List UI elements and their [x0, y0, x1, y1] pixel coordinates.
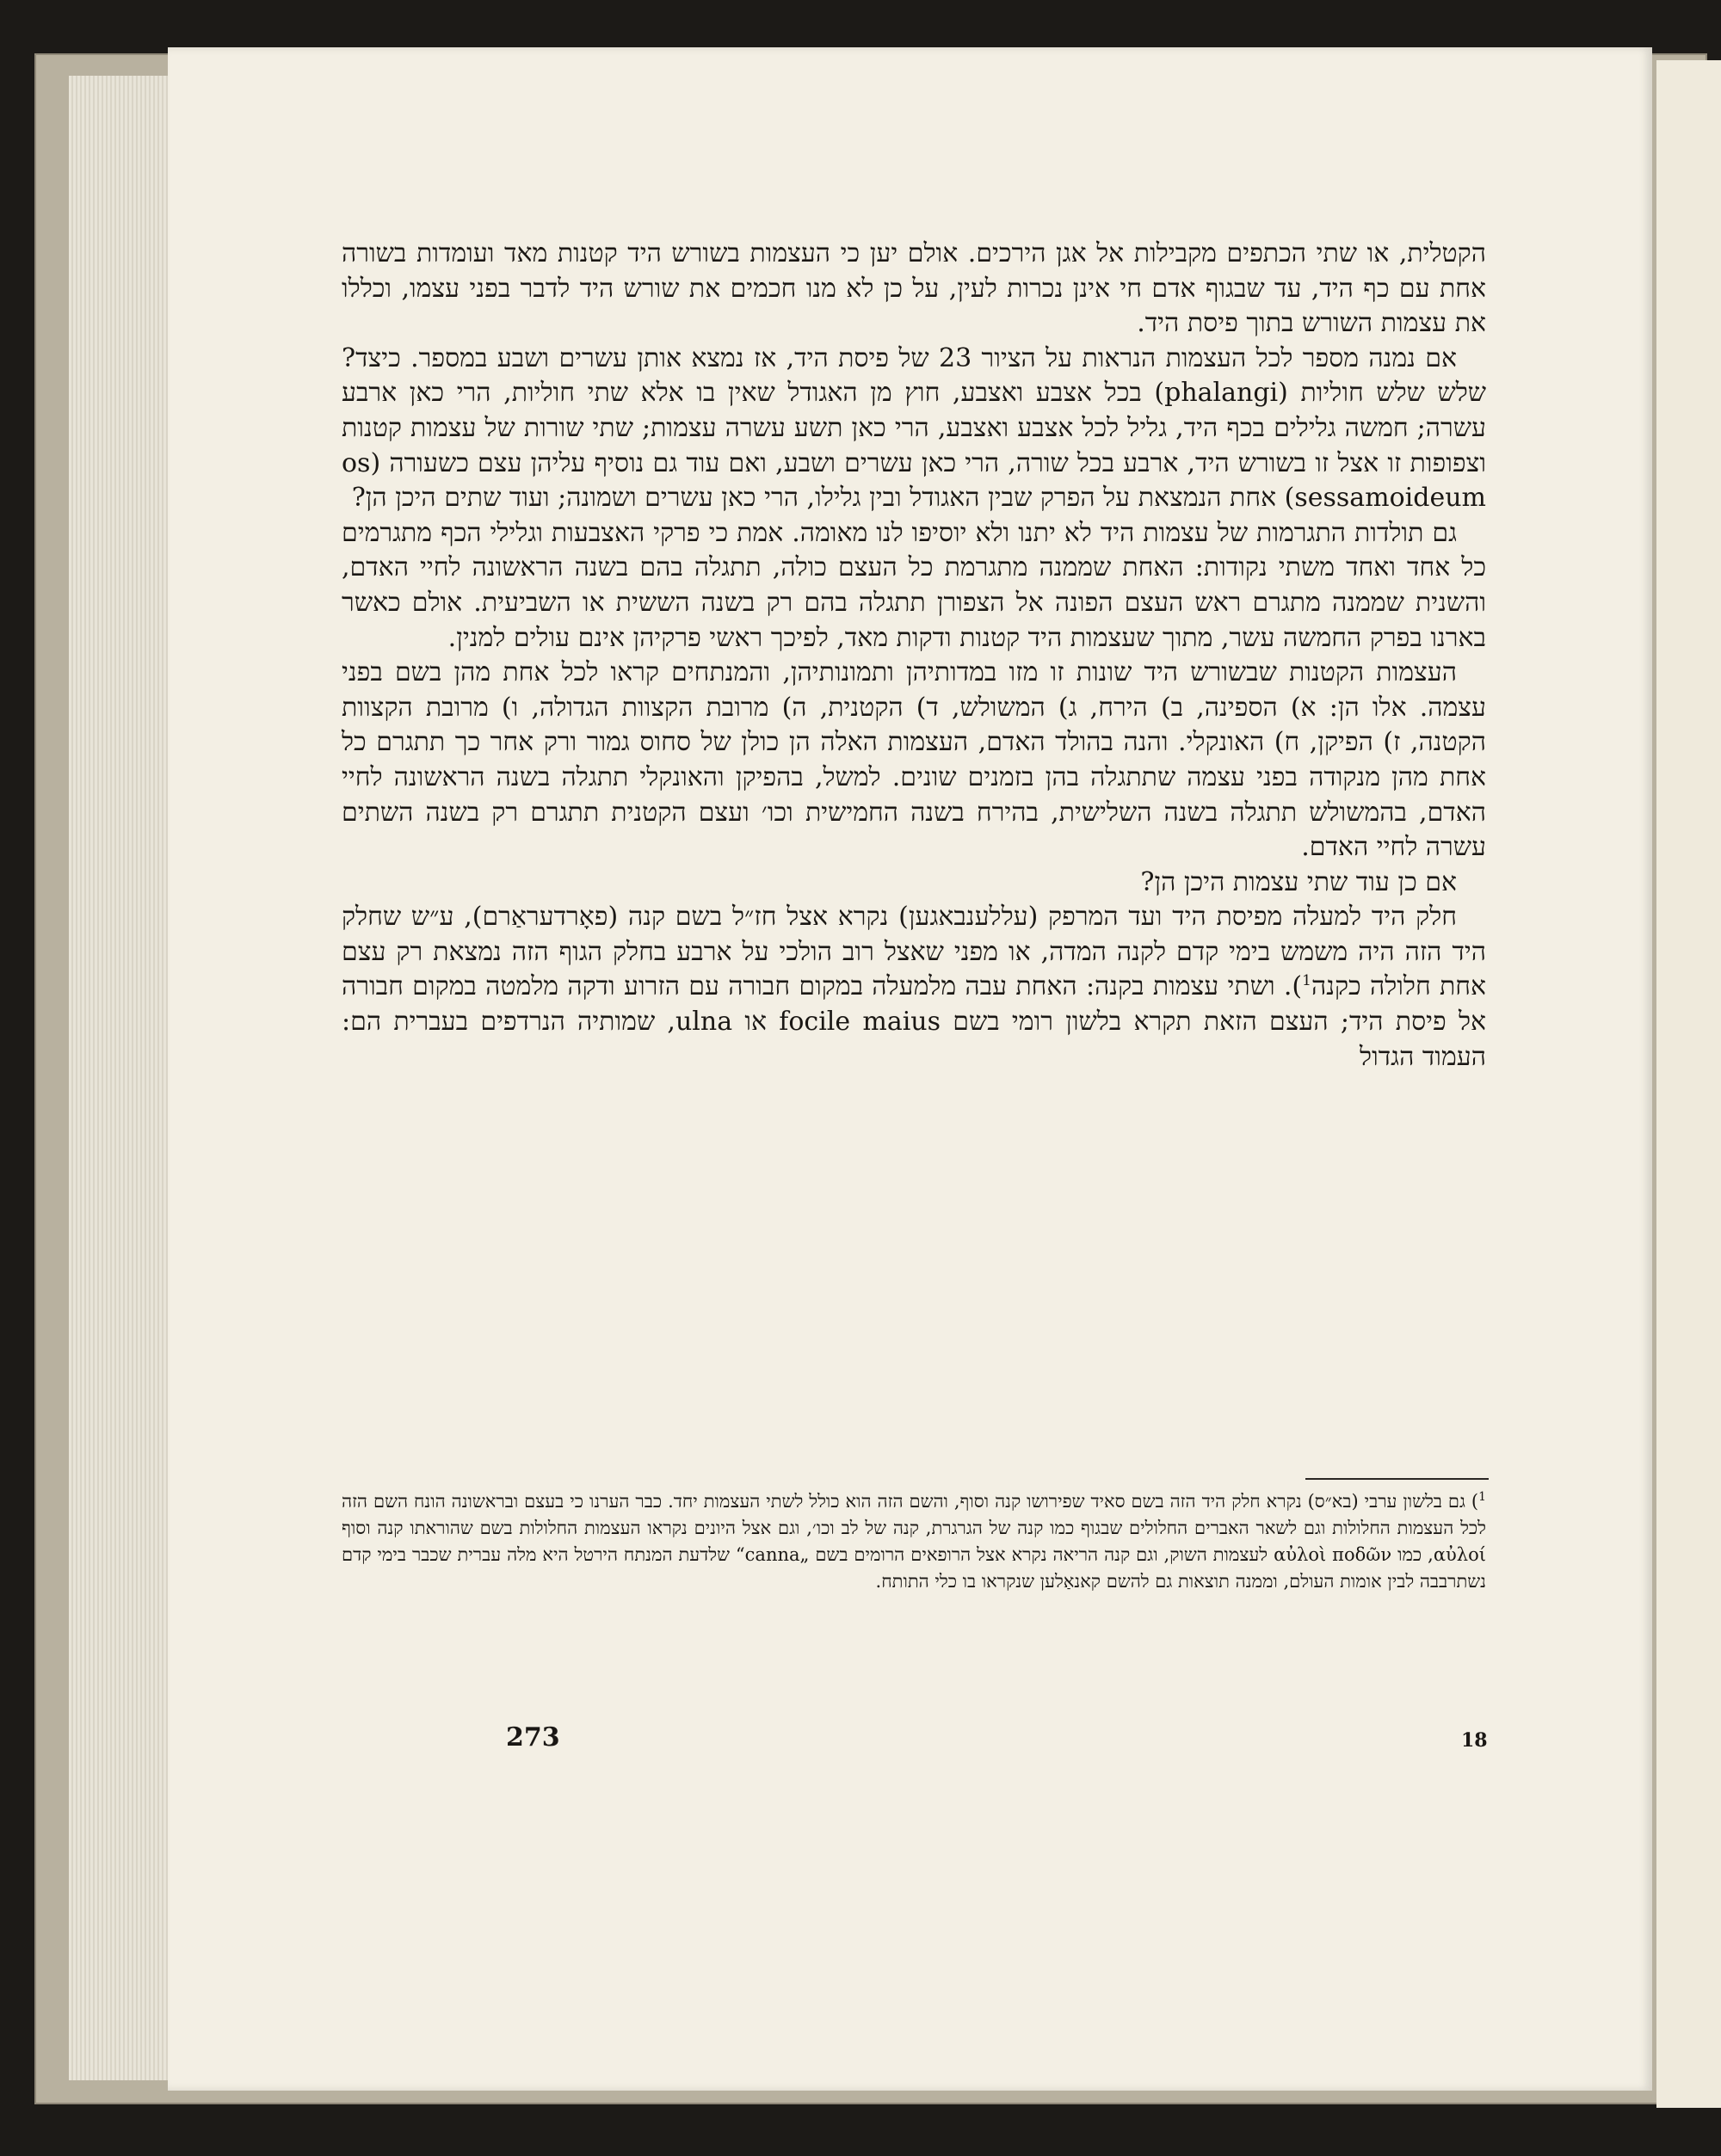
page-edges	[69, 76, 172, 2080]
footnote	[342, 1488, 1486, 1595]
paragraph: גם תולדות התגרמות של עצמות היד לא יתנו ולא יוסיפו לנו מאומה. אמת כי פרקי האצבעות וגלילי הכף מתגרמים כל אחד ואחד משתי נקודות: האחת שממנה מתגרמת כל העצם כולה, תתגלה בהם בשנה הראשונה לחיי האדם, והשנית שממנה מתגרם ראש העצם הפונה אל הצפורן תתגלה בהם רק בשנה הששית או השביעית. אולם כאשר בארנו בפרק החמשה עשר, מתוך שעצמות היד קטנות ודקות מאד, לפיכך ראשי פרקיהן אינם עולים למנין.	[342, 517, 1486, 653]
paragraph: העצמות הקטנות שבשורש היד שונות זו מזו במדותיהן ותמונותיהן, והמנתחים קראו לכל אחת מהן בשם בפני עצמה. אלו הן: א) הספינה, ב) הירח, ג) המשולש, ד) הקטנית, ה) מרובת הקצוות הגדולה, ו) מרובת הקצוות הקטנה, ז) הפיקן, ח) האונקלי. והנה בהולד האדם, העצמות האלה הן כולן של סחוס גמור ורק אחר כך תתגרם כל אחת מהן מנקודה בפני עצמה שתתגלה בהן בזמנים שונים. למשל, בהפיקן והאונקלי תתגלה בשנה הראשונה לחיי האדם, בהמשולש תתגלה בשנה השלישית, בהירח בשנה החמישית וכו׳ ועצם הקטנית תתגרם רק בשנה השתים עשרה לחיי האדם.	[342, 657, 1486, 863]
facing-page-edge	[1656, 60, 1721, 2108]
footnote-marker: 1	[1478, 1490, 1486, 1504]
paragraph: אם נמנה מספר לכל העצמות הנראות על הציור 23 של פיסת היד, אז נמצא אותן עשרים ושבע במספר. כיצד? שלש שלש חוליות (phalangi) בכל אצבע ואצבע, חוץ מן האגודל שאין בו אלא שתי חוליות, הרי כאן ארבע עשרה; חמשה גלילים בכף היד, גליל לכל אצבע ואצבע, הרי כאן תשע עשרה עצמות; שתי שורות של עצמות קטנות וצפופות זו אצל זו בשורש היד, ארבע בכל שורה, הרי כאן עשרים ושבע, ואם עוד גם נוסיף עליהן עצם כשעורה (os sessamoideum) אחת הנמצאת על הפרק שבין האגודל ובין גלילו, הרי כאן עשרים ושמונה; ועוד שתים היכן הן?	[342, 342, 1486, 514]
footnote-text: ) גם בלשון ערבי (בא״ס) נקרא חלק היד הזה בשם סאיד שפירושו קנה וסוף, והשם הזה הוא כולל לשתי העצמות יחד. כבר הערנו כי בעצם ובראשונה הונח השם הזה לכל העצמות החלולות וגם לשאר האברים החלולים שבגוף כמו קנה של הגרגרת, קנה של לב וכו׳, וגם אצל היונים נקראו העצמות החלולות בשם שהוראתו קנה וסוף αὐλοί, כמו αὐλοὶ ποδῶν לעצמות השוק, וגם קנה הריאה נקרא אצל הרופאים הרומים בשם „canna“ שלדעת המנתח הירטל היא מלה עברית שכבר בימי קדם נשתרבבה לבין אומות העולם, וממנה תוצאות גם להשם קאנאַלען שנקראו בו כלי התותח.	[342, 1491, 1486, 1592]
paragraph-start: חלק היד למעלה מפיסת היד ועד המרפק (עללענבאגען) נקרא אצל חז״ל בשם קנה (פאָרדעראַרם), ע״ש שחלק היד הזה היה משמש בימי קדם לקנה המדה, או מפני שאצל רוב הולכי על ארבע בחלק הגוף הזה נמצאת רק עצם אחת חלולה כקנה	[342, 902, 1487, 1002]
paragraph: אם כן עוד שתי עצמות היכן הן?	[1140, 866, 1457, 897]
paragraph: הקטלית, או שתי הכתפים מקבילות אל אגן הירכים. אולם יען כי העצמות בשורש היד קטנות מאד ועומדות בשורה אחת עם כף היד, עד שבגוף אדם חי אינן נכרות לעין, על כן לא מנו חכמים את שורש היד לדבר בפני עצמו, וכללו את עצמות השורש בתוך פיסת היד.	[342, 238, 1486, 339]
main-text	[342, 237, 1486, 1075]
footnote-reference: 1	[1302, 972, 1311, 990]
paragraph-with-footnote	[342, 900, 1486, 1075]
paragraph-end: ). ושתי עצמות בקנה: האחת עבה מלמעלה במקום חבורה עם הזרוע ודקה מלמטה במקום חבורה אל פיסת היד; העצם הזאת תקרא בלשון רומי בשם focile maius או ulna, שמותיה הנרדפים בעברית הם: העמוד הגדול	[342, 971, 1486, 1072]
footnote-divider	[1305, 1478, 1489, 1480]
signature-mark: 18	[1461, 1729, 1488, 1752]
page-number: 273	[506, 1722, 560, 1753]
